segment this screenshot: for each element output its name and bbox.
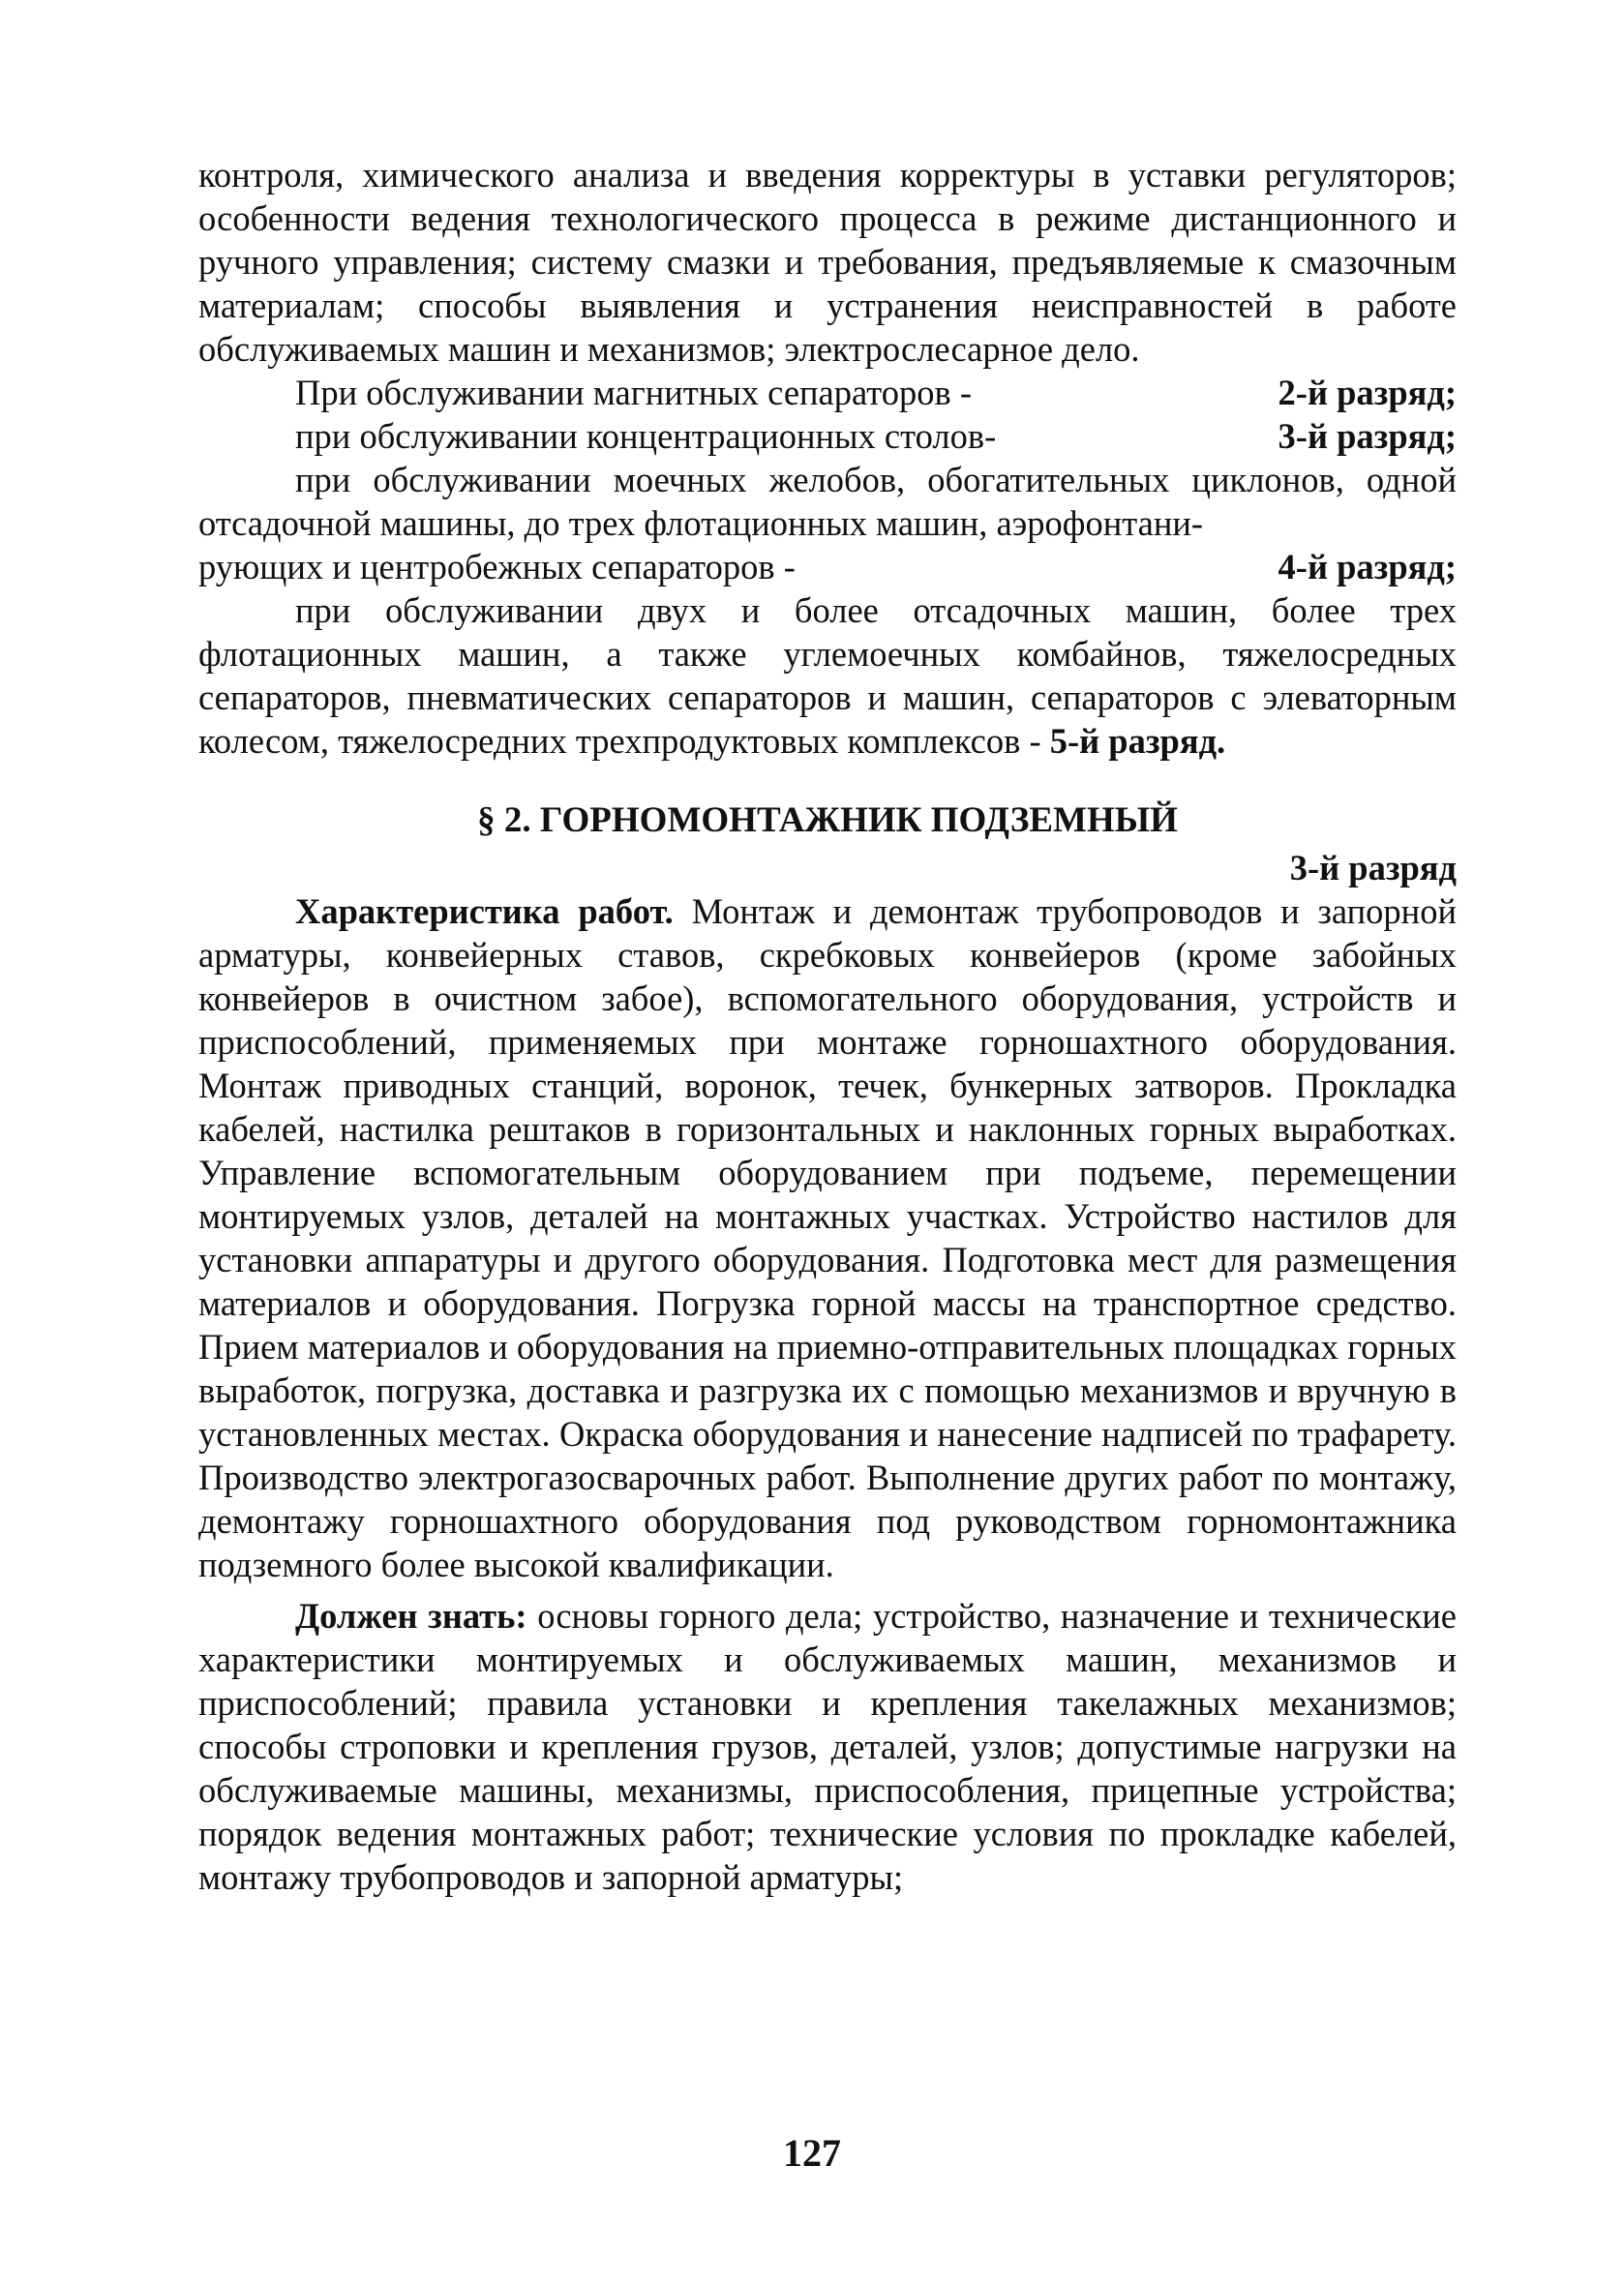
page-body [198,153,1457,1899]
grade-line-text: При обслуживании магнитных сепараторов - [295,373,972,412]
grade-label: 5-й разряд. [1049,721,1226,761]
section-grade: 3-й разряд [1289,848,1457,887]
grade-line-concentration [198,414,1457,458]
section-title: § 2. ГОРНОМОНТАЖНИК ПОДЗЕМНЫЙ [477,800,1178,840]
page-number: 127 [783,2131,841,2175]
grade-label: 4-й разряд; [1278,547,1457,587]
grade-line-4 [198,545,1457,588]
knowledge-paragraph [198,1594,1457,1899]
intro-paragraph: контроля, химического анализа и введения корректуры в уставки регуляторов; особенности ведения технологического процесса в режиме дистанционного и ручного управления; систему смазки и требования, предъявляемые к смазочным материалам; способы выявления и устранения неисправностей в работе обслуживаемых машин и механизмов; электрослесарное дело. [198,155,1457,369]
characteristics-label: Характеристика работ. [295,891,674,931]
grade-label: 3-й разряд; [1278,416,1457,456]
grade-line-magnetic [198,371,1457,414]
grade-line-text: рующих и центробежных сепараторов - [198,547,796,587]
grade5-text: при обслуживании двух и более отсадочных машин, более трех флотационных машин, а также углемоечных комбайнов, тяжелосредных сепараторов, пневматических сепараторов и машин, сепараторов с элеваторным колесом, тяжелосредних трехпродуктовых комплексов - [198,590,1457,761]
knowledge-text: основы горного дела; устройство, назначение и технические характеристики монтируемых и обслуживаемых машин, механизмов и приспособлений; правила установки и крепления такелажных механизмов; способы строповки и крепления грузов, деталей, узлов; допустимые нагрузки на обслуживаемые машины, механизмы, приспособления, прицепные устройства; порядок ведения монтажных работ; технические условия по прокладке кабелей, монтажу трубопроводов и запорной арматуры; [198,1596,1457,1897]
characteristics-text: Монтаж и демонтаж трубопроводов и запорной арматуры, конвейерных ставов, скребковых конвейеров (кроме забойных конвейеров в очистном забое), вспомогательного оборудования, устройств и приспособлений, применяемых при монтаже горношахтного оборудования. Монтаж приводных станций, воронок, течек, бункерных затворов. Прокладка кабелей, настилка рештаков в горизонтальных и наклонных горных выработках. Управление вспомогательным оборудованием при подъеме, перемещении монтируемых узлов, деталей на монтажных участках. Устройство настилов для установки аппаратуры и другого оборудования. Подготовка мест для размещения материалов и оборудования. Погрузка горной массы на транспортное средство. Прием материалов и оборудования на приемно-отправительных площадках горных выработок, погрузка, доставка и разгрузка их с помощью механизмов и вручную в установленных местах. Окраска оборудования и нанесение надписей по трафарету. Производство электрогазосварочных работ. Выполнение других работ по монтажу, демонтажу горношахтного оборудования под руководством горномонтажника подземного более высокой квалификации. [198,891,1458,1584]
characteristics-paragraph [198,889,1457,1586]
grade-label: 2-й разряд; [1278,373,1457,412]
grade-line-text: при обслуживании концентрационных столов- [295,416,997,456]
grade4-paragraph: при обслуживании моечных желобов, обогатительных циклонов, одной отсадочной машины, до трех флотационных машин, аэрофонтани- [198,460,1457,543]
knowledge-label: Должен знать: [295,1596,527,1636]
grade5-paragraph [198,588,1457,763]
